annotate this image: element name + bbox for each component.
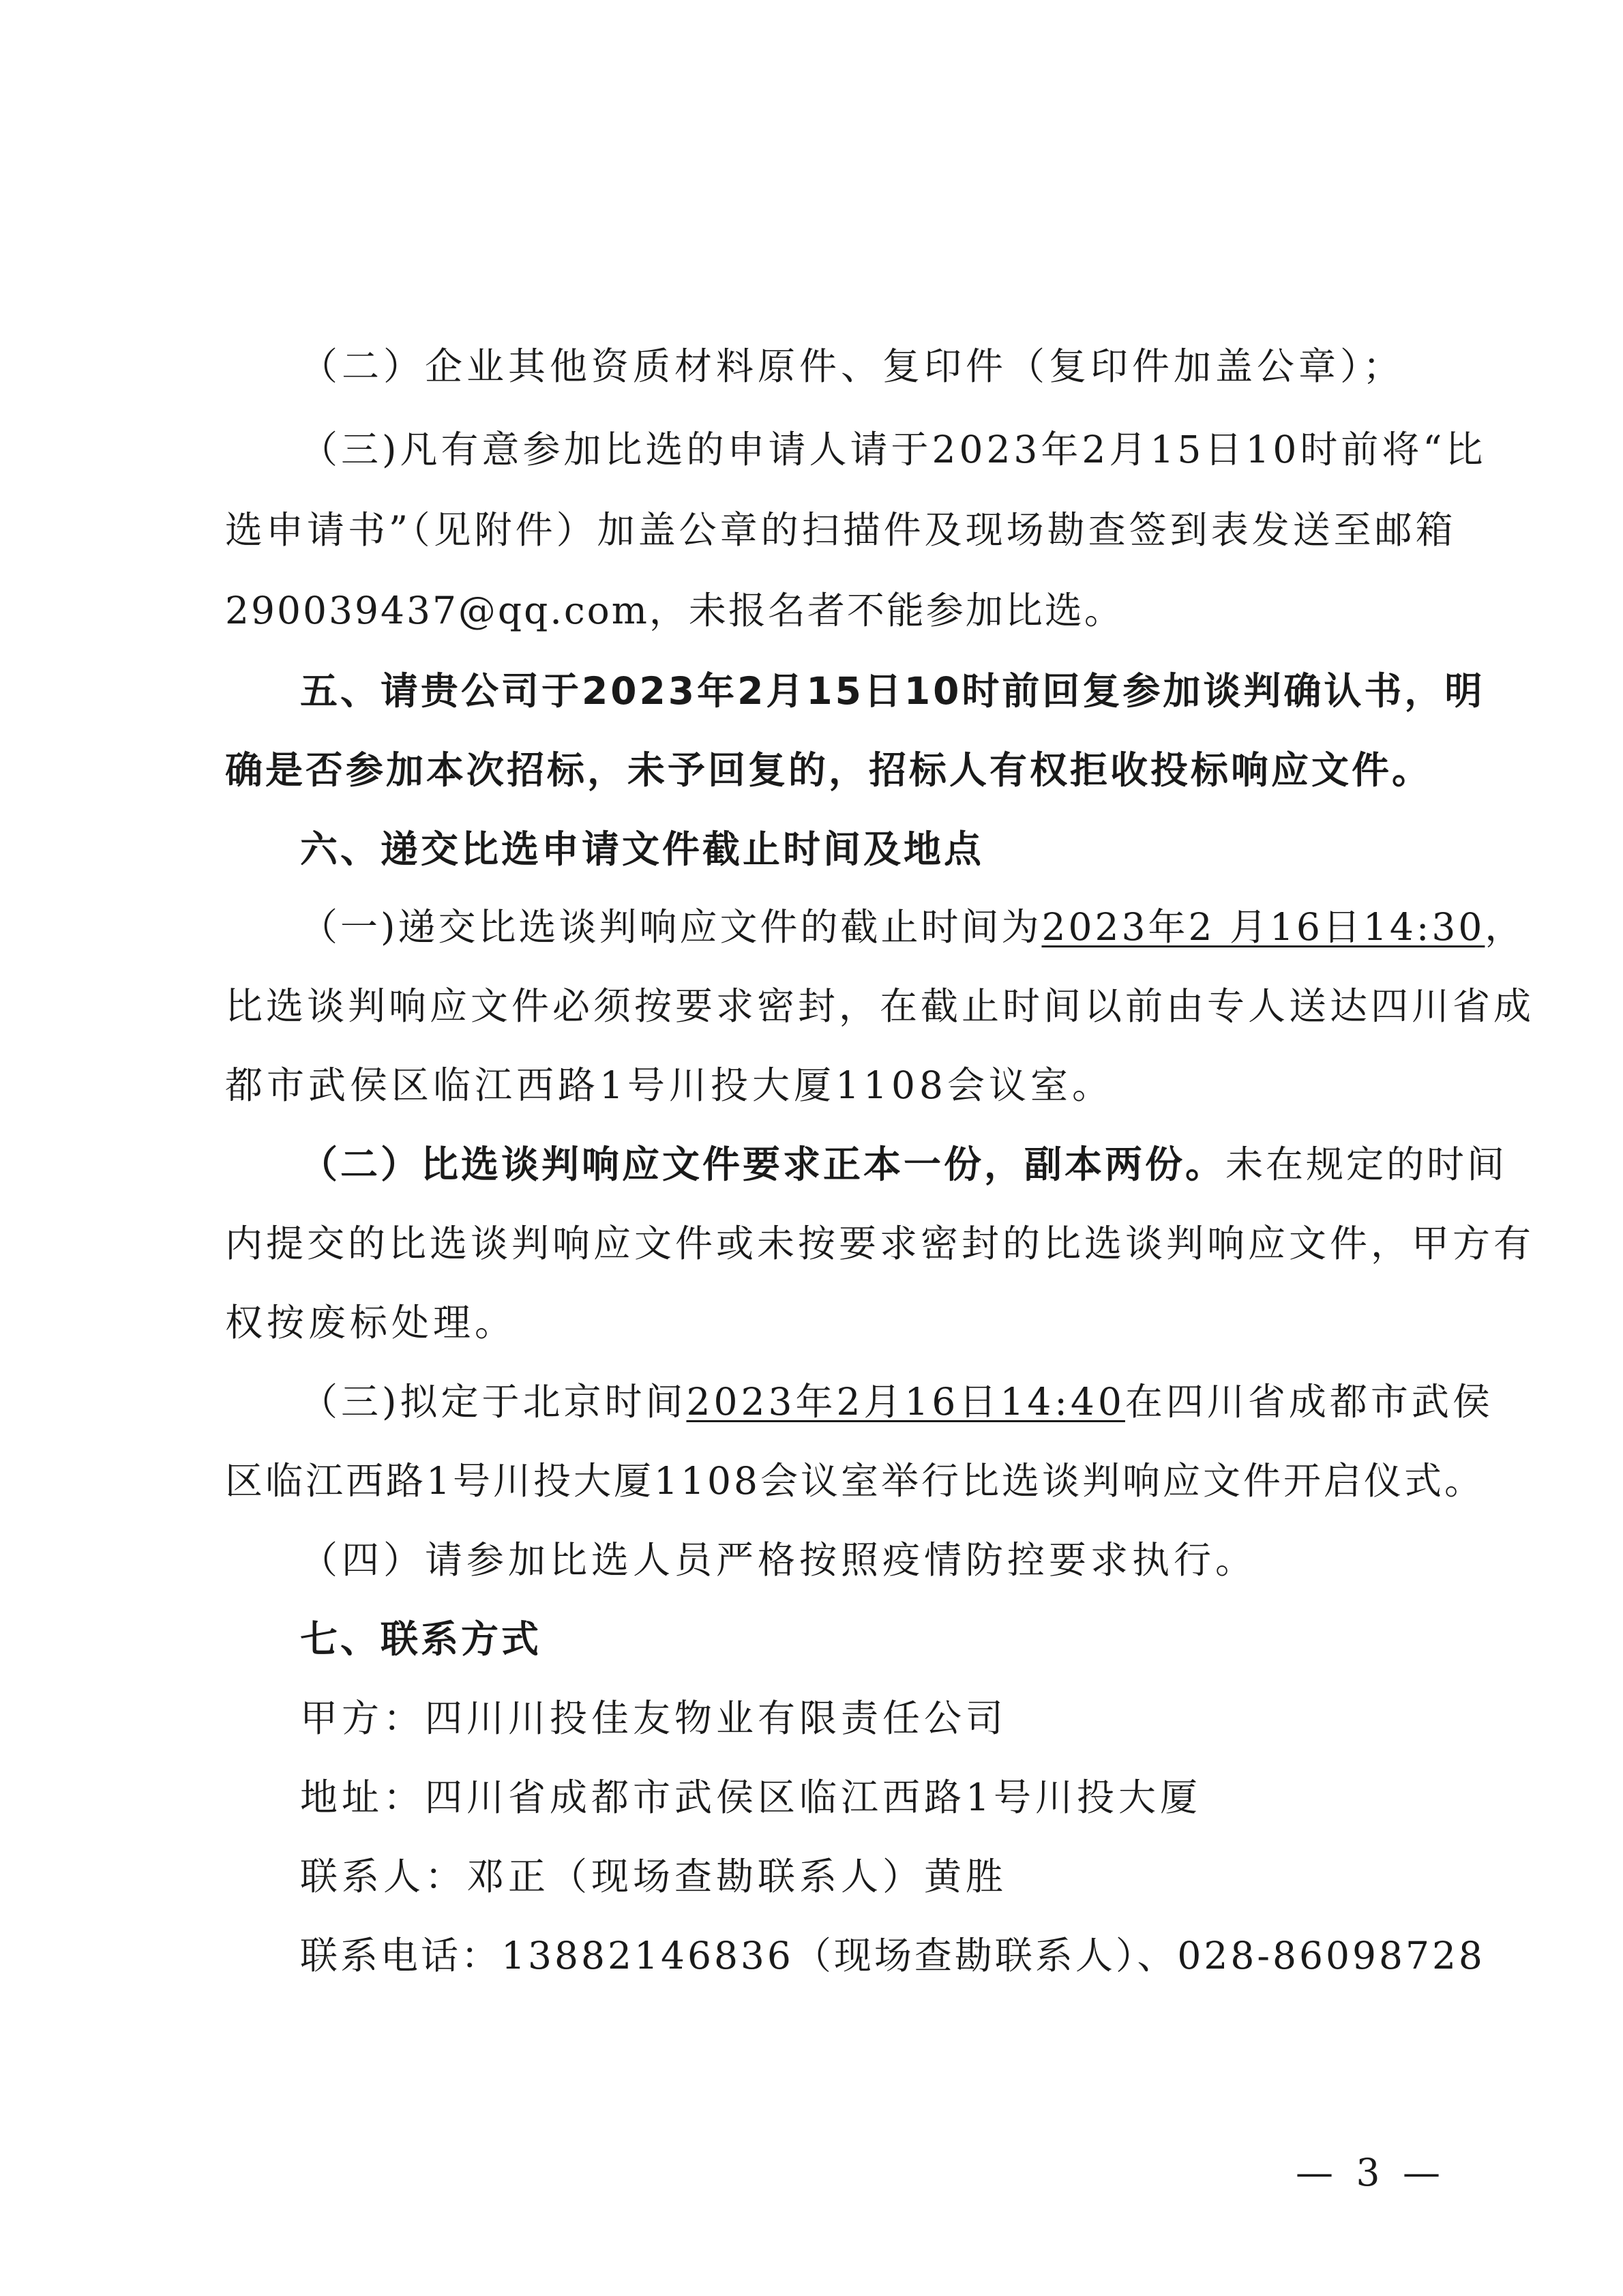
contact-phone: 联系电话：13882146836（现场查勘联系人）、028-86098728 <box>300 1934 1485 1977</box>
copies-requirement: （二）比选谈判响应文件要求正本一份，副本两份。 <box>300 1143 1226 1186</box>
deadline-suffix: ， <box>1485 905 1525 949</box>
paragraph-application-line2: 选申请书”（见附件）加盖公章的扫描件及现场勘查签到表发送至邮箱 <box>225 508 1457 552</box>
contact-party: 甲方：四川川投佳友物业有限责任公司 <box>300 1696 1008 1740</box>
contact-address: 地址：四川省成都市武侯区临江西路1号川投大厦 <box>300 1776 1202 1819</box>
page-number: — 3 — <box>1296 2151 1446 2194</box>
section6-title: 六、递交比选申请文件截止时间及地点 <box>300 827 985 871</box>
opening-date: 2023年2月16日14:40 <box>686 1380 1125 1424</box>
opening-suffix: 在四川省成都市武侯 <box>1125 1380 1493 1424</box>
section6-item3-line2: 区临江西路1号川投大厦1108会议室举行比选谈判响应文件开启仪式。 <box>225 1459 1485 1503</box>
section6-item2-line2: 内提交的比选谈判响应文件或未按要求密封的比选谈判响应文件，甲方有 <box>225 1222 1535 1265</box>
section6-item1-line2: 比选谈判响应文件必须按要求密封，在截止时间以前由专人送达四川省成 <box>225 984 1535 1028</box>
opening-prefix: （三)拟定于北京时间 <box>300 1380 687 1424</box>
section6-item1-line3: 都市武侯区临江西路1号川投大厦1108会议室。 <box>225 1063 1114 1107</box>
paragraph-application-line1: （三)凡有意参加比选的申请人请于2023年2月15日10时前将“比 <box>300 428 1487 471</box>
section6-item1-line1 <box>300 903 1525 951</box>
contact-person: 联系人：邓正（现场查勘联系人）黄胜 <box>300 1855 1008 1898</box>
section5-line1: 五、请贵公司于2023年2月15日10时前回复参加谈判确认书，明 <box>300 669 1485 713</box>
deadline-date: 2023年2 月16日14:30 <box>1041 905 1485 949</box>
paragraph-materials: （二）企业其他资质材料原件、复印件（复印件加盖公章）； <box>300 344 1405 388</box>
section7-title: 七、联系方式 <box>300 1617 542 1661</box>
section5-line2: 确是否参加本次招标，未予回复的，招标人有权拒收投标响应文件。 <box>225 748 1433 792</box>
paragraph-application-line3: 290039437@qq.com，未报名者不能参加比选。 <box>225 589 1124 632</box>
deadline-prefix: （一)递交比选谈判响应文件的截止时间为 <box>300 905 1042 949</box>
section6-item2-line3: 权按废标处理。 <box>225 1301 517 1344</box>
section6-item2-line1 <box>300 1140 1507 1188</box>
copies-rest: 未在规定的时间 <box>1225 1143 1508 1186</box>
section6-item4: （四）请参加比选人员严格按照疫情防控要求执行。 <box>300 1538 1257 1582</box>
section6-item3-line1 <box>300 1378 1493 1426</box>
